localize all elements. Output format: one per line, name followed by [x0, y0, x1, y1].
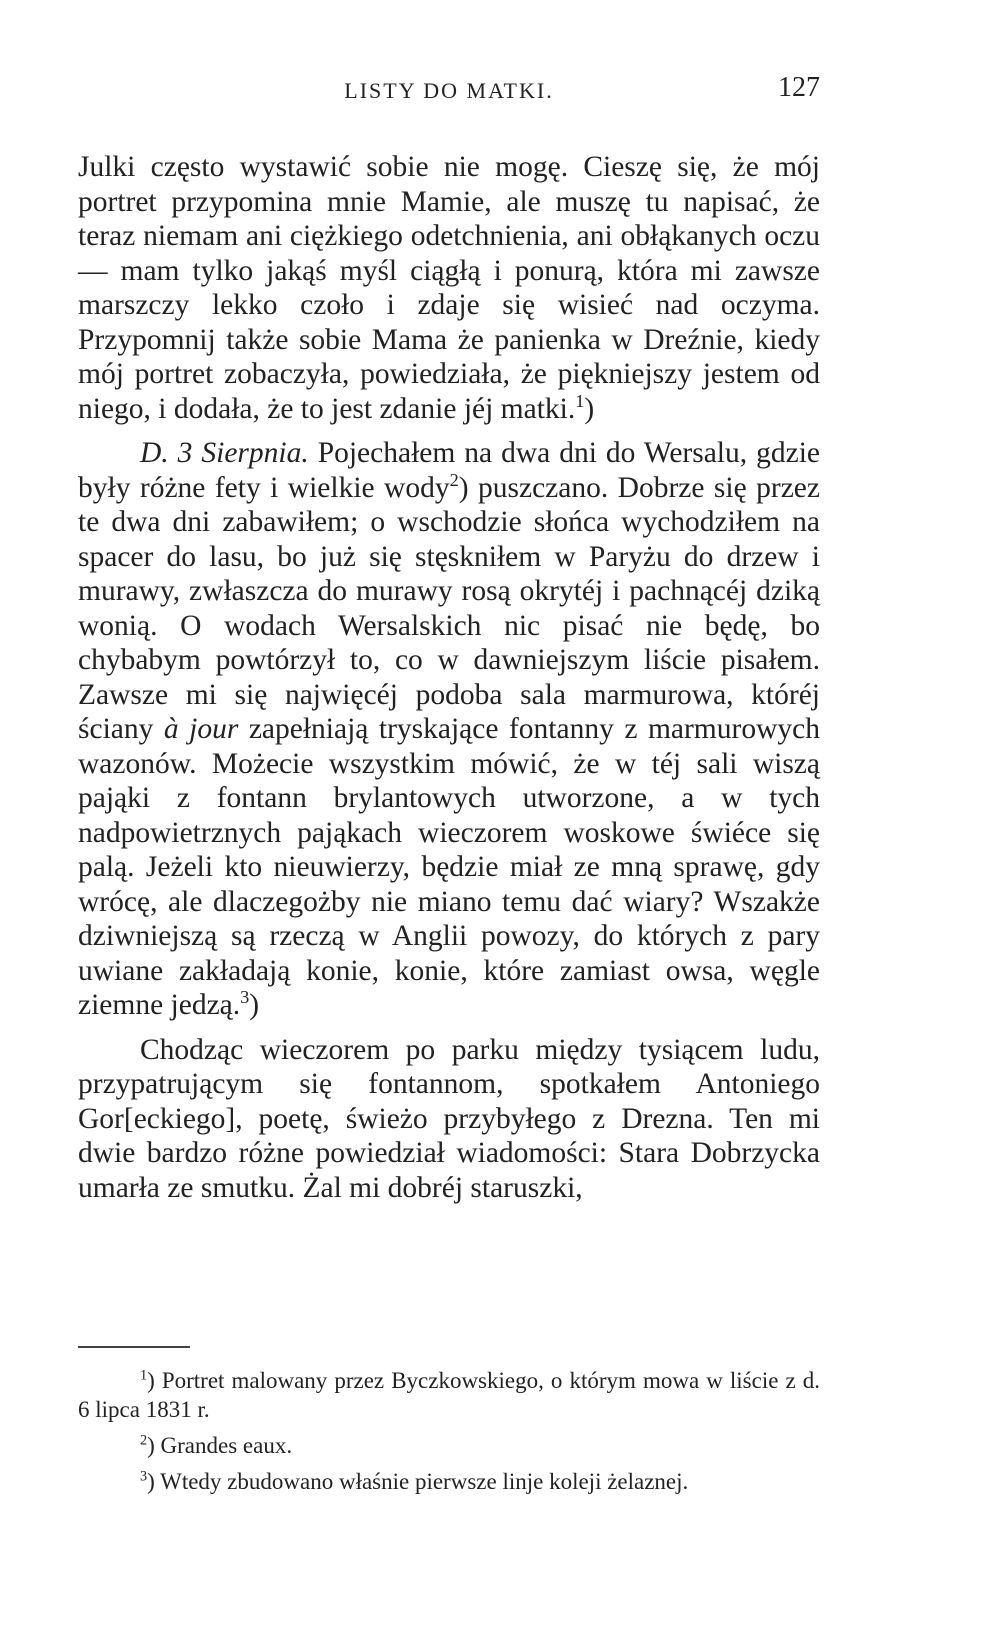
- paragraph-text: ): [249, 989, 260, 1021]
- footnotes: [78, 1366, 820, 1503]
- footnote-separator: [78, 1346, 190, 1348]
- footnote-text: ) Wtedy zbudowano właśnie pierwsze linje koleji żelaznej.: [147, 1469, 689, 1494]
- italic-term: à jour: [163, 713, 239, 745]
- main-text: [78, 150, 820, 1205]
- paragraph: [78, 436, 820, 1023]
- page-number: 127: [778, 72, 820, 103]
- paragraph-text: ) puszczano. Dobrze się przez te dwa dni zabawiłem; o wschodzie słońca wychodziłem na spacer do lasu, bo już się stęskniłem w Paryżu do drzew i murawy, zwłaszcza do murawy rosą okrytéj i pachnącéj dziką wonią. O wodach Wersalskich nic pisać nie będę, bo chybabym powtórzył to, co w dawniejszym liście pisałem. Zawsze mi się najwięcéj podoba sala marmurowa, któréj ściany: [78, 471, 820, 745]
- footnote: [78, 1467, 820, 1496]
- footnote-text: ) Portret malowany przez Byczkowskiego, o którym mowa w liście z d. 6 lipca 1831 r.: [78, 1368, 820, 1422]
- paragraph: [78, 150, 820, 426]
- paragraph-text: Julki często wystawić sobie nie mogę. Cieszę się, że mój portret przypomina mnie Mamie, ale muszę tu napisać, że teraz niemam ani ciężkiego odetchnienia, ani obłąkanych oczu — mam tylko jakąś myśl ciągłą i ponurą, która mi zawsze marszczy lekko czoło i zdaje się wisieć nad oczyma. Przypomnij także sobie Mama że panienka w Dreźnie, kiedy mój portret zobaczyła, powiedziała, że piękniejszy jestem od niego, i dodała, że to jest zdanie jéj matki.: [78, 151, 820, 425]
- paragraph: [78, 1033, 820, 1206]
- footnote-reference: 2: [449, 469, 459, 490]
- letter-date: D. 3 Sierpnia.: [140, 437, 309, 469]
- paragraph-text: Chodząc wieczorem po parku między tysiącem ludu, przypatrującym się fontannom, spotkałem Antoniego Gor[eckiego], poetę, świeżo przybyłego z Drezna. Ten mi dwie bardzo różne powiedział wiadomości: Stara Dobrzycka umarła ze smutku. Żal mi dobréj staruszki,: [78, 1033, 820, 1204]
- footnote-text: ) Grandes eaux.: [147, 1433, 293, 1458]
- footnote-marker: 2: [140, 1432, 148, 1449]
- running-title: LISTY DO MATKI.: [344, 78, 554, 103]
- footnote-reference: 3: [240, 987, 250, 1008]
- paragraph-text: ): [584, 392, 595, 425]
- paragraph-text: Pojechałem na dwa dni do Wersalu, gdzie były różne fety i wielkie wody: [78, 437, 820, 504]
- footnote-marker: 3: [140, 1468, 148, 1485]
- paragraph-text: zapełniają tryskające fontanny z marmurowych wazonów. Możecie wszystkim mówić, że w téj sali wiszą pająki z fontann brylantowych utworzone, a w tych nadpowietrznych pająkach wieczorem woskowe świéce się palą. Jeżeli kto nieuwierzy, będzie miał ze mną sprawę, gdy wrócę, ale dlaczegożby nie miano temu dać wiary? Wszakże dziwniejszą są rzeczą w Anglii powozy, do których z pary uwiane zakładają konie, konie, które zamiast owsa, węgle ziemne jedzą.: [78, 713, 820, 1021]
- footnote-reference: 1: [575, 390, 585, 411]
- footnote-marker: 1: [140, 1367, 148, 1384]
- footnote: [78, 1431, 820, 1460]
- footnote: [78, 1366, 820, 1424]
- page-header: [78, 72, 820, 112]
